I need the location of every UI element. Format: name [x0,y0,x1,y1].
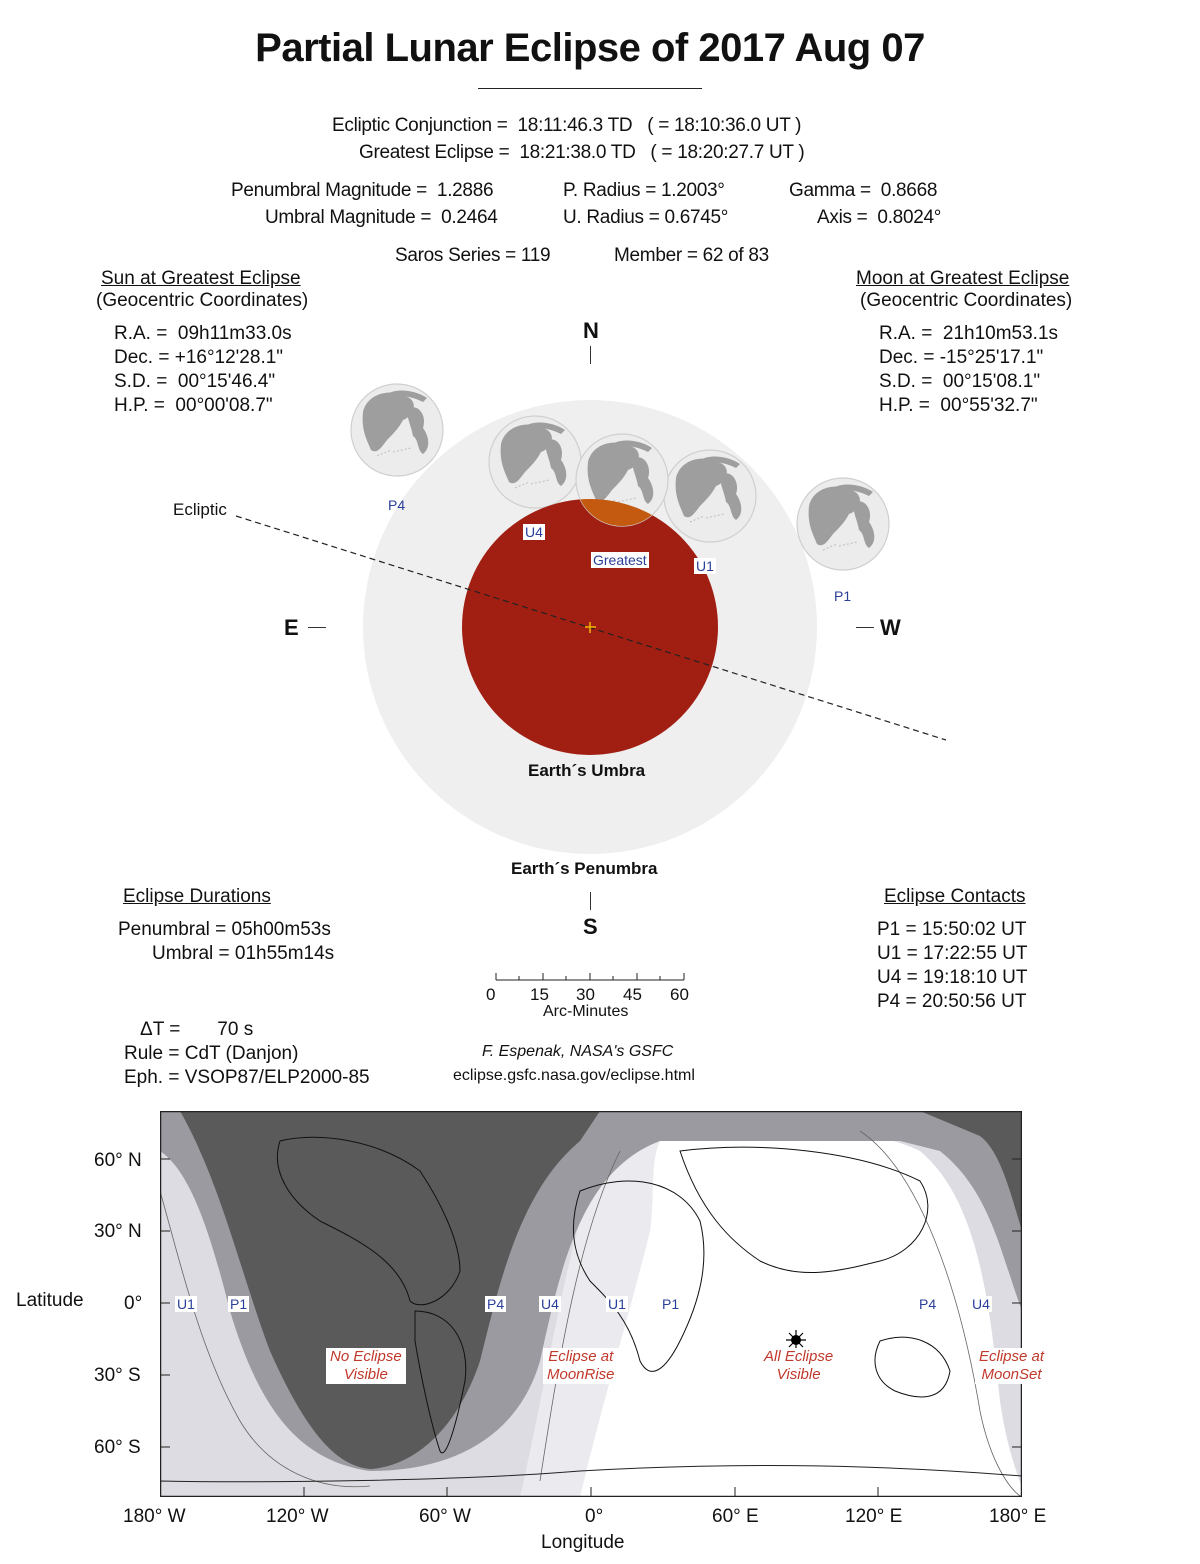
north-tick [590,346,591,364]
umbra-label: Earth´s Umbra [528,761,646,780]
penumbra-label: Earth´s Penumbra [511,859,658,878]
map-label-p4-east: P4 [919,1296,937,1312]
contact-label-greatest: Greatest [593,552,647,568]
map-label-u1-east: U1 [608,1296,626,1312]
penumbral-duration: Penumbral = 05h00m53s [118,919,331,940]
moon-u4 [489,416,581,508]
map-label-p1-east: P1 [662,1296,680,1312]
durations-heading: Eclipse Durations [123,886,271,907]
axis: Axis = 0.8024° [817,207,942,228]
moon-p1 [797,478,889,570]
west-tick [856,627,874,628]
moon-sd: S.D. = 00°15'08.1" [879,371,1041,392]
lat-tick-30s: 30° S [94,1365,141,1386]
umbral-magnitude: Umbral Magnitude = 0.2464 [265,207,498,228]
ephemeris: Eph. = VSOP87/ELP2000-85 [124,1067,370,1088]
contact-p4-time: P4 = 20:50:56 UT [877,991,1027,1012]
moon-heading: Moon at Greatest Eclipse [856,268,1070,289]
delta-t: ΔT = 70 s [140,1019,254,1040]
penumbral-magnitude: Penumbral Magnitude = 1.2886 [231,180,494,201]
lon-tick-120w: 120° W [266,1506,329,1527]
sun-heading: Sun at Greatest Eclipse [101,268,301,289]
lat-tick-0: 0° [124,1293,143,1314]
lat-tick-30n: 30° N [94,1221,142,1242]
contact-label-p4: P4 [388,497,406,513]
lat-tick-60n: 60° N [94,1150,142,1171]
sun-sd: S.D. = 00°15'46.4" [114,371,276,392]
ecliptic-conjunction: Ecliptic Conjunction = 18:11:46.3 TD ( = 18:10:36.0 UT ) [332,115,802,136]
gamma: Gamma = 0.8668 [789,180,938,201]
lon-tick-60w: 60° W [419,1506,471,1527]
region-moonrise: Eclipse at MoonRise [543,1348,619,1384]
rule: Rule = CdT (Danjon) [124,1043,299,1064]
map-label-u4-east: U4 [972,1296,990,1312]
lon-tick-180e: 180° E [989,1506,1047,1527]
lon-tick-0: 0° [585,1506,604,1527]
longitude-axis-title: Longitude [541,1532,625,1553]
scale-tick-0: 0 [486,985,496,1004]
subsolar-point-icon [786,1330,806,1350]
lon-tick-180w: 180° W [123,1506,186,1527]
moon-hp: H.P. = 00°55'32.7" [879,395,1038,416]
map-label-p4-west: P4 [487,1296,505,1312]
visibility-map [160,1111,1022,1497]
moon-dec: Dec. = -15°25'17.1" [879,347,1044,368]
sun-hp: H.P. = 00°00'08.7" [114,395,273,416]
scale-bar-ruler [490,970,690,984]
lon-tick-60e: 60° E [712,1506,759,1527]
contact-label-u1: U1 [696,558,714,574]
compass-west: W [880,615,901,640]
credit-author: F. Espenak, NASA's GSFC [482,1043,674,1060]
ecliptic-label: Ecliptic [173,500,227,519]
penumbra-radius: P. Radius = 1.2003° [563,180,725,201]
moon-u1 [664,450,756,542]
compass-south: S [583,914,598,939]
scale-tick-15: 15 [530,985,549,1004]
contact-label-p1: P1 [834,588,852,604]
south-tick [590,892,591,910]
map-label-u4-west: U4 [541,1296,559,1312]
sun-subheading: (Geocentric Coordinates) [96,290,309,311]
contacts-heading: Eclipse Contacts [884,886,1026,907]
map-label-u1-west: U1 [177,1296,195,1312]
moon-ra: R.A. = 21h10m53.1s [879,323,1059,344]
sun-dec: Dec. = +16°12'28.1" [114,347,284,368]
umbral-duration: Umbral = 01h55m14s [152,943,335,964]
region-no-eclipse: No Eclipse Visible [326,1348,406,1384]
compass-east: E [284,615,299,640]
saros-member: Member = 62 of 83 [614,245,769,266]
contact-u4-time: U4 = 19:18:10 UT [877,967,1028,988]
contact-u1-time: U1 = 17:22:55 UT [877,943,1028,964]
contact-label-u4: U4 [525,524,543,540]
scale-tick-45: 45 [623,985,642,1004]
sun-ra: R.A. = 09h11m33.0s [114,323,292,344]
scale-tick-30: 30 [576,985,595,1004]
latitude-axis-title: Latitude [16,1290,84,1311]
credit-url: eclipse.gsfc.nasa.gov/eclipse.html [453,1067,695,1084]
lon-tick-120e: 120° E [845,1506,903,1527]
map-label-p1-west: P1 [230,1296,248,1312]
scale-label: Arc-Minutes [543,1003,629,1020]
lat-tick-60s: 60° S [94,1437,141,1458]
region-moonset: Eclipse at MoonSet [975,1348,1048,1384]
moon-subheading: (Geocentric Coordinates) [860,290,1073,311]
scale-tick-60: 60 [670,985,689,1004]
east-tick [308,627,326,628]
greatest-eclipse: Greatest Eclipse = 18:21:38.0 TD ( = 18:20:27.7 UT ) [359,142,805,163]
compass-north: N [583,318,599,343]
saros-series: Saros Series = 119 [395,245,551,266]
page-title: Partial Lunar Eclipse of 2017 Aug 07 [255,26,925,70]
moon-p4 [351,384,443,476]
umbra-radius: U. Radius = 0.6745° [563,207,729,228]
region-all-visible: All Eclipse Visible [760,1348,837,1384]
contact-p1-time: P1 = 15:50:02 UT [877,919,1027,940]
